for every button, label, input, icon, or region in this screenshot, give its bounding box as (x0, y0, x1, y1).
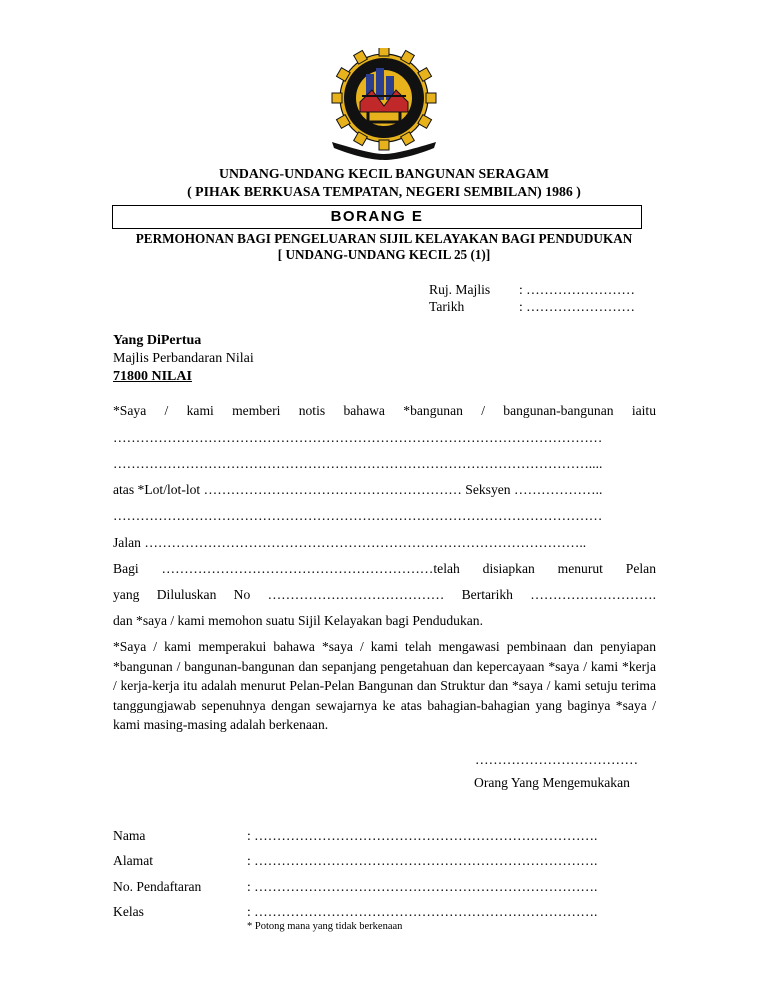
body-line-1: *Saya / kami memberi notis bahawa *bangunan / bangunan-bangunan iaitu (113, 403, 656, 418)
declaration-paragraph: *Saya / kami memperakui bahawa *saya / kami telah mengawasi pembinaan dan penyiapan *bangunan / bangunan-bangunan dan sepanjang pengetahuan dan kepercayaan *saya / kami *kerja / kerja-kerja itu adalah menurut Pelan-Pelan Bangunan dan Struktur dan *saya / kami setuju terima tanggungjawab sepenuhnya dengan sewajarnya ke atas bahagian-bahagian yang baginya *saya / kami masing-masing adalah berkenaan. (113, 639, 656, 732)
council-logo (322, 48, 446, 166)
field-label-alamat: Alamat (113, 853, 154, 868)
ruj-majlis-label: Ruj. Majlis (429, 282, 491, 297)
subtitle-line-1: PERMOHONAN BAGI PENGELUARAN SIJIL KELAYAKAN BAGI PENDUDUKAN (135, 231, 633, 246)
tarikh-value: : …………………… (519, 299, 635, 314)
field-value-kelas: : …………………………………………………………………. (247, 904, 598, 919)
form-name-box (112, 205, 642, 229)
form-name: BORANG E (330, 208, 424, 225)
addressee-council: Majlis Perbandaran Nilai (113, 351, 254, 366)
body-line-9: dan *saya / kami memohon suatu Sijil Kelayakan bagi Pendudukan. (113, 613, 483, 628)
subtitle-line-2: [ UNDANG-UNDANG KECIL 25 (1)] (277, 247, 491, 262)
addressee-title: Yang DiPertua (113, 333, 202, 348)
body-line-3: …………………………………………………………………………………………….... (113, 456, 603, 471)
body-line-2: ……………………………………………………………………………………………… (113, 430, 603, 445)
field-value-nama: : …………………………………………………………………. (247, 828, 598, 843)
title-line-1: UNDANG-UNDANG KECIL BANGUNAN SERAGAM (219, 166, 549, 181)
ruj-majlis-value: : …………………… (519, 282, 635, 297)
field-value-no-pendaftaran: : …………………………………………………………………. (247, 879, 598, 894)
field-label-nama: Nama (113, 828, 146, 843)
body-line-7: Bagi ……………………………………………………telah disiapkan menurut Pelan (113, 561, 656, 576)
field-value-alamat: : …………………………………………………………………. (247, 853, 598, 868)
body-line-6: Jalan …………………………………………………………………………………….. (113, 535, 587, 550)
field-label-no-pendaftaran: No. Pendaftaran (113, 879, 202, 894)
signature-label: Orang Yang Mengemukakan (474, 775, 630, 790)
title-line-2: ( PIHAK BERKUASA TEMPATAN, NEGERI SEMBILAN) 1986 ) (187, 184, 581, 199)
field-label-kelas: Kelas (113, 904, 144, 919)
signature-line: ……………………………… (475, 752, 639, 767)
council-crest-icon (322, 48, 446, 166)
body-line-4: atas *Lot/lot-lot ………………………………………………… Seksyen ……………….. (113, 482, 603, 497)
body-line-8: yang Diluluskan No ………………………………… Bertarikh ………………………. (113, 587, 656, 602)
tarikh-label: Tarikh (429, 299, 465, 314)
body-line-5: ……………………………………………………………………………………………… (113, 508, 603, 523)
footnote: * Potong mana yang tidak berkenaan (247, 921, 403, 932)
addressee-postcode: 71800 NILAI (113, 369, 192, 384)
